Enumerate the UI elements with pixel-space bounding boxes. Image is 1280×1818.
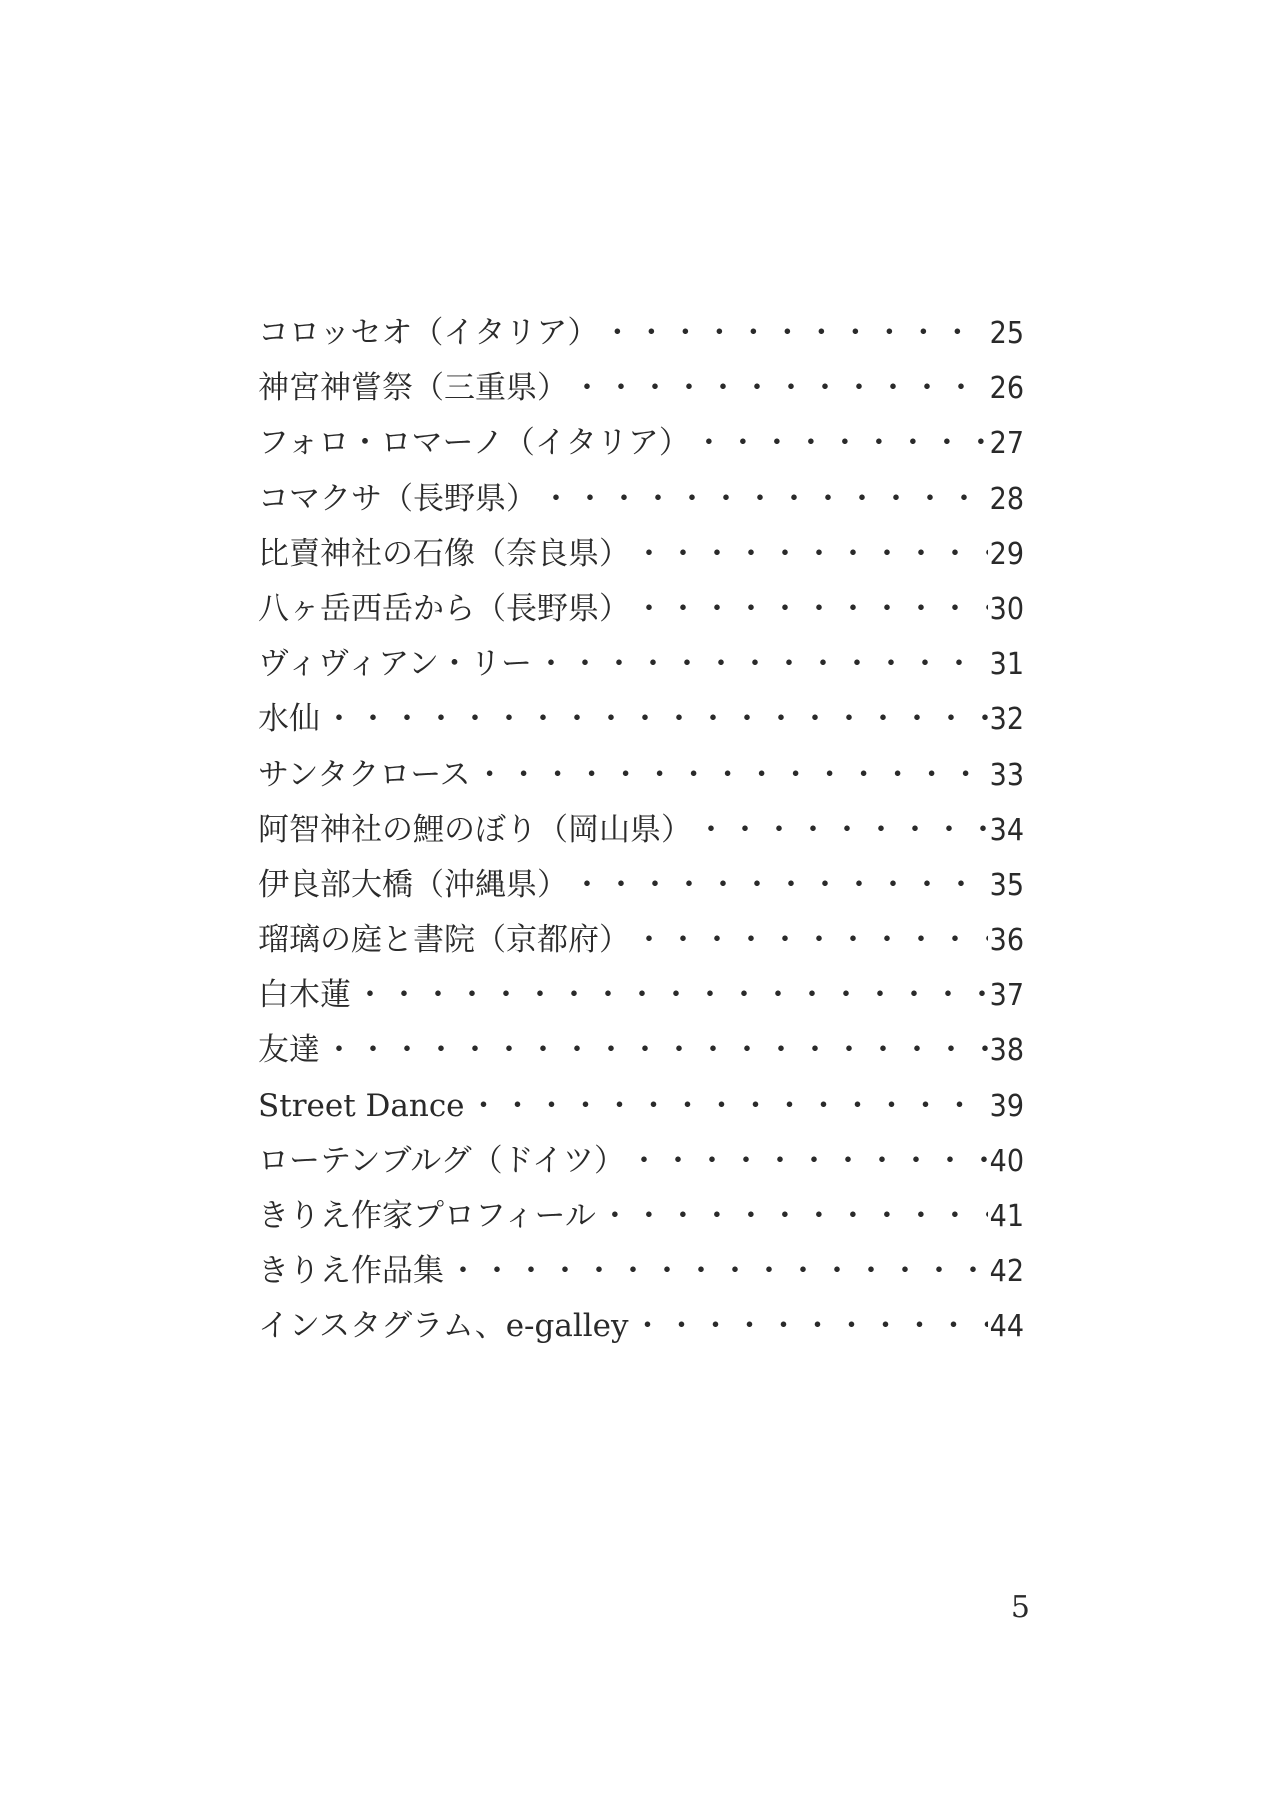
toc-dot-leader bbox=[469, 1079, 988, 1134]
toc-dot-leader bbox=[634, 913, 988, 968]
toc-dot-leader bbox=[602, 306, 987, 361]
toc-entry-title: 阿智神社の鯉のぼり（岡山県） bbox=[258, 811, 692, 848]
toc-dot-leader bbox=[475, 748, 988, 803]
toc-entry bbox=[258, 913, 1024, 968]
toc-entry-page: 27 bbox=[989, 426, 1024, 462]
toc-entry-page: 44 bbox=[989, 1309, 1024, 1345]
toc-dot-leader bbox=[536, 637, 988, 692]
toc-entry-title: 八ヶ岳西岳から（長野県） bbox=[258, 590, 630, 627]
toc-entry-page: 26 bbox=[989, 371, 1024, 407]
toc-dot-leader bbox=[694, 416, 988, 471]
toc-entry-title: コロッセオ（イタリア） bbox=[258, 315, 599, 351]
toc-entry-page: 31 bbox=[989, 647, 1024, 683]
toc-entry-page: 33 bbox=[989, 757, 1024, 793]
toc-entry-page: 39 bbox=[989, 1088, 1024, 1124]
toc-entry-title: 瑠璃の庭と書院（京都府） bbox=[258, 922, 630, 959]
toc-dot-leader bbox=[541, 472, 988, 527]
toc-entry bbox=[258, 858, 1024, 913]
toc-entry bbox=[258, 1134, 1024, 1189]
toc-entry bbox=[258, 1189, 1024, 1244]
toc-dot-leader bbox=[634, 527, 988, 582]
toc-dot-leader bbox=[572, 361, 988, 416]
toc-entry-page: 37 bbox=[989, 978, 1024, 1014]
toc-entry-title: きりえ作品集 bbox=[258, 1253, 444, 1290]
toc-entry-title: ローテンブルグ（ドイツ） bbox=[258, 1142, 626, 1179]
toc-entry bbox=[258, 1079, 1024, 1134]
toc-entry-title: 伊良部大橋（沖縄県） bbox=[258, 866, 568, 903]
toc-dot-leader bbox=[634, 582, 988, 637]
toc-entry-title: 比賣神社の石像（奈良県） bbox=[258, 535, 630, 572]
toc-entry-page: 30 bbox=[989, 591, 1024, 627]
toc-dot-leader bbox=[696, 803, 988, 858]
toc-entry-page: 28 bbox=[989, 481, 1024, 517]
toc-entry-title: インスタグラム、e-galley bbox=[258, 1308, 629, 1345]
toc-entry-title: フォロ・ロマーノ（イタリア） bbox=[258, 425, 690, 462]
toc-entry-title: ヴィヴィアン・リー bbox=[258, 646, 533, 683]
toc-entry-title: 水仙 bbox=[258, 701, 320, 738]
toc-entry-page: 38 bbox=[989, 1033, 1024, 1069]
toc-entry-page: 34 bbox=[989, 812, 1024, 848]
toc-entry-page: 25 bbox=[989, 316, 1024, 351]
toc-dot-leader bbox=[355, 968, 988, 1023]
toc-entry bbox=[258, 968, 1024, 1023]
toc-entry-title: サンタクロース bbox=[258, 756, 471, 793]
toc-entry bbox=[258, 1244, 1024, 1299]
toc-entry bbox=[258, 527, 1024, 582]
toc-entry-page: 42 bbox=[989, 1254, 1024, 1290]
table-of-contents bbox=[258, 306, 1024, 1355]
toc-dot-leader bbox=[324, 692, 988, 747]
toc-entry bbox=[258, 361, 1024, 416]
toc-entry-title: Street Dance bbox=[258, 1087, 465, 1124]
toc-entry bbox=[258, 1299, 1024, 1354]
toc-entry-page: 40 bbox=[989, 1143, 1024, 1179]
toc-entry-page: 29 bbox=[989, 536, 1024, 572]
toc-entry bbox=[258, 803, 1024, 858]
toc-entry bbox=[258, 472, 1024, 527]
page-number: 5 bbox=[1010, 1590, 1030, 1625]
toc-dot-leader bbox=[448, 1244, 988, 1299]
toc-entry bbox=[258, 416, 1024, 471]
toc-entry bbox=[258, 582, 1024, 637]
toc-entry-page: 35 bbox=[989, 867, 1024, 903]
toc-entry bbox=[258, 306, 1024, 361]
toc-entry bbox=[258, 637, 1024, 692]
toc-entry-title: きりえ作家プロフィール bbox=[258, 1198, 596, 1234]
toc-entry bbox=[258, 748, 1024, 803]
toc-entry-page: 41 bbox=[989, 1199, 1024, 1234]
toc-entry-title: 神宮神嘗祭（三重県） bbox=[258, 370, 568, 407]
toc-entry-title: 友達 bbox=[258, 1032, 320, 1069]
toc-entry-page: 32 bbox=[989, 702, 1024, 738]
toc-dot-leader bbox=[633, 1299, 988, 1354]
toc-entry-title: 白木蓮 bbox=[258, 977, 351, 1014]
toc-entry-page: 36 bbox=[989, 923, 1024, 959]
toc-entry bbox=[258, 1023, 1024, 1078]
toc-dot-leader bbox=[600, 1189, 988, 1244]
toc-dot-leader bbox=[572, 858, 988, 913]
toc-entry bbox=[258, 692, 1024, 747]
toc-dot-leader bbox=[324, 1023, 988, 1078]
toc-dot-leader bbox=[629, 1134, 988, 1189]
toc-entry-title: コマクサ（長野県） bbox=[258, 480, 537, 517]
